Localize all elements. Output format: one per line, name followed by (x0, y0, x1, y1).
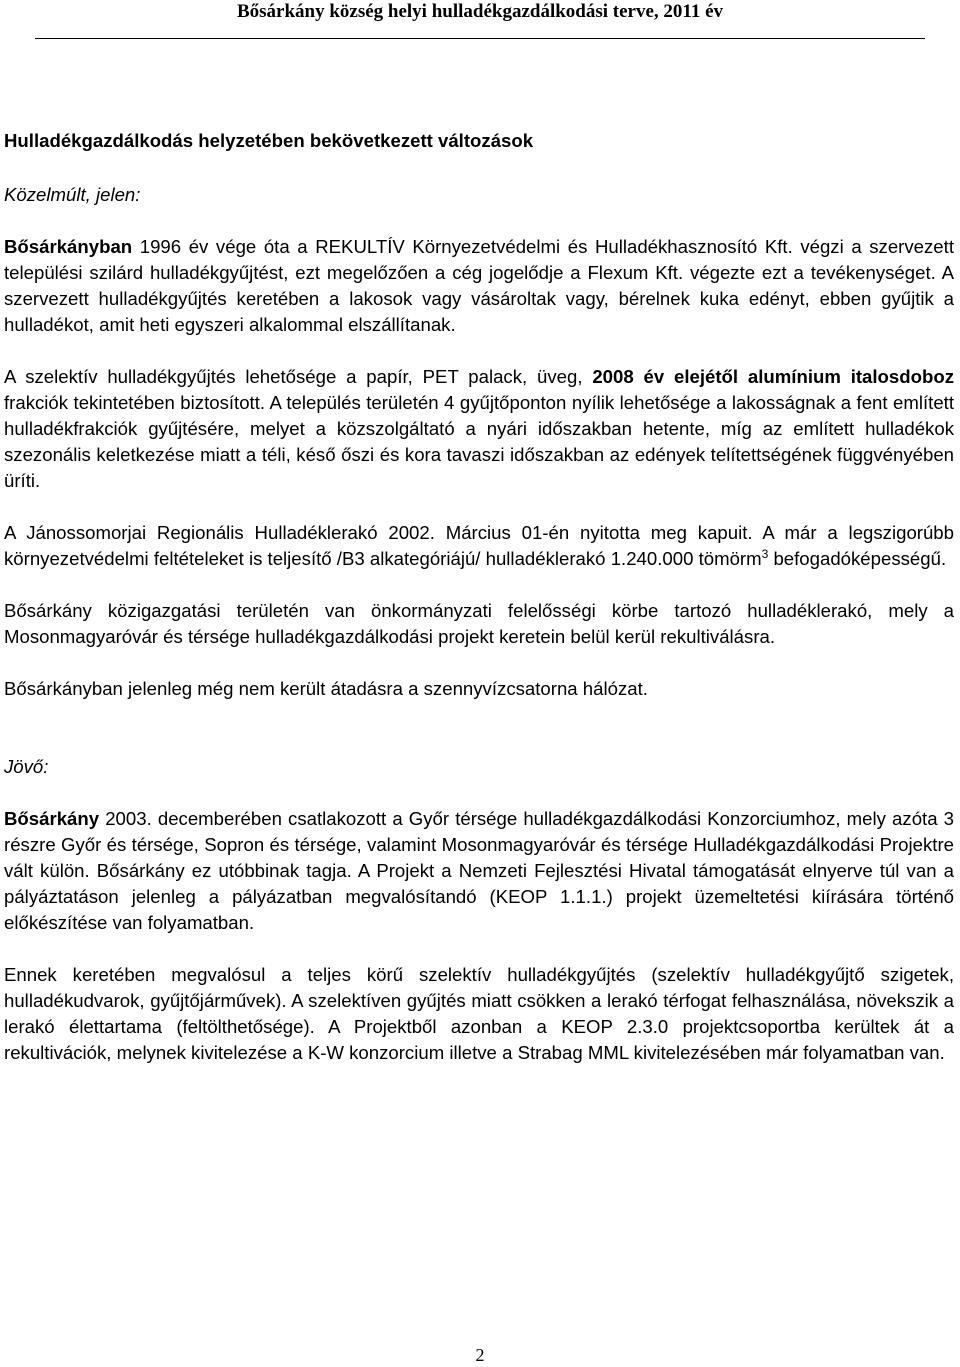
page-header (0, 0, 960, 23)
paragraph-text: befogadóképességű. (768, 548, 947, 569)
paragraph-text: A szelektív hulladékgyűjtés lehetősége a papír, PET palack, üveg, (4, 366, 593, 387)
recent-paragraph-5: Bősárkányban jelenleg még nem került átadásra a szennyvízcsatorna hálózat. (4, 678, 648, 699)
recent-paragraph-1 (4, 234, 954, 338)
future-heading: Jövő: (4, 756, 49, 777)
section-title: Hulladékgazdálkodás helyzetében bekövetkezett változások (4, 130, 534, 151)
paragraph-text: A Jánossomorjai Regionális Hulladéklerakó 2002. Március 01-én nyitotta meg kapuit. A már a legszigorúbb környezetvédelmi feltételeket is teljesítő /B3 alkategóriájú/ hulladéklerakó 1.240.000 tömörm (4, 522, 954, 569)
paragraph-text: 2003. decemberében csatlakozott a Győr térsége hulladékgazdálkodási Konzorciumhoz, mely azóta 3 részre Győr és térsége, Sopron és térsége, valamint Mosonmagyaróvár és térsége Hulladékgazdálkodási Projektre vált külön. Bősárkány ez utóbbinak tagja. A Projekt a Nemzeti Fejlesztési Hivatal támogatását elnyerve túl van a pályáztatáson jelenleg a pályázatban megvalósítandó (KEOP 1.1.1.) projekt üzemeltetési kiírására történő előkészítése van folyamatban. (4, 808, 954, 933)
paragraph-text: 1996 év vége óta a REKULTÍV Környezetvédelmi és Hulladékhasznosító Kft. végzi a szervezett települési szilárd hulladékgyűjtést, ezt megelőzően a cég jogelődje a Flexum Kft. végezte ezt a tevékenységet. A szervezett hulladékgyűjtés keretében a lakosok vagy vásároltak vagy, bérelnek kuka edényt, ebben gyűjtik a hulladékot, amit heti egyszeri alkalommal elszállítanak. (4, 236, 954, 335)
header-title: Bősárkány község helyi hulladékgazdálkodási terve, 2011 év (236, 1, 724, 22)
bold-text: Bősárkányban (4, 236, 133, 257)
recent-heading: Közelmúlt, jelen: (4, 184, 141, 205)
bold-text: 2008 év elejétől alumínium italosdoboz (592, 366, 954, 387)
future-paragraph-2: Ennek keretében megvalósul a teljes körű szelektív hulladékgyűjtés (szelektív hulladékgyűjtő szigetek, hulladékudvarok, gyűjtőjárművek). A szelektíven gyűjtés miatt csökken a lerakó térfogat felhasználása, növekszik a lerakó élettartama (feltölthetősége). A Projektből azonban a KEOP 2.3.0 projektcsoportba kerültek át a rekultivációk, melynek kivitelezése a K-W konzorcium illetve a Strabag MML kivitelezésében már folyamatban van. (4, 964, 954, 1063)
bold-text: Bősárkány (4, 808, 100, 829)
recent-paragraph-2 (4, 364, 954, 494)
header-rule (35, 38, 925, 39)
document-body (4, 128, 954, 1066)
page-footer (0, 1345, 960, 1366)
superscript: 3 (761, 547, 769, 561)
recent-paragraph-3 (4, 520, 954, 572)
paragraph-text: frakciók tekintetében biztosított. A település területén 4 gyűjtőponton nyílik lehetősége a lakosságnak a fent említett hulladékfrakciók gyűjtésére, melyet a közszolgáltató a nyári időszakban hetente, míg az említett hulladékok szezonális keletkezése miatt a téli, késő őszi és kora tavaszi időszakban az edények telítettségének függvényében üríti. (4, 392, 954, 491)
future-paragraph-1 (4, 806, 954, 936)
page-number: 2 (475, 1345, 485, 1365)
recent-paragraph-4: Bősárkány közigazgatási területén van önkormányzati felelősségi körbe tartozó hulladéklerakó, mely a Mosonmagyaróvár és térsége hulladékgazdálkodási projekt keretein belül kerül rekultiválásra. (4, 600, 954, 647)
